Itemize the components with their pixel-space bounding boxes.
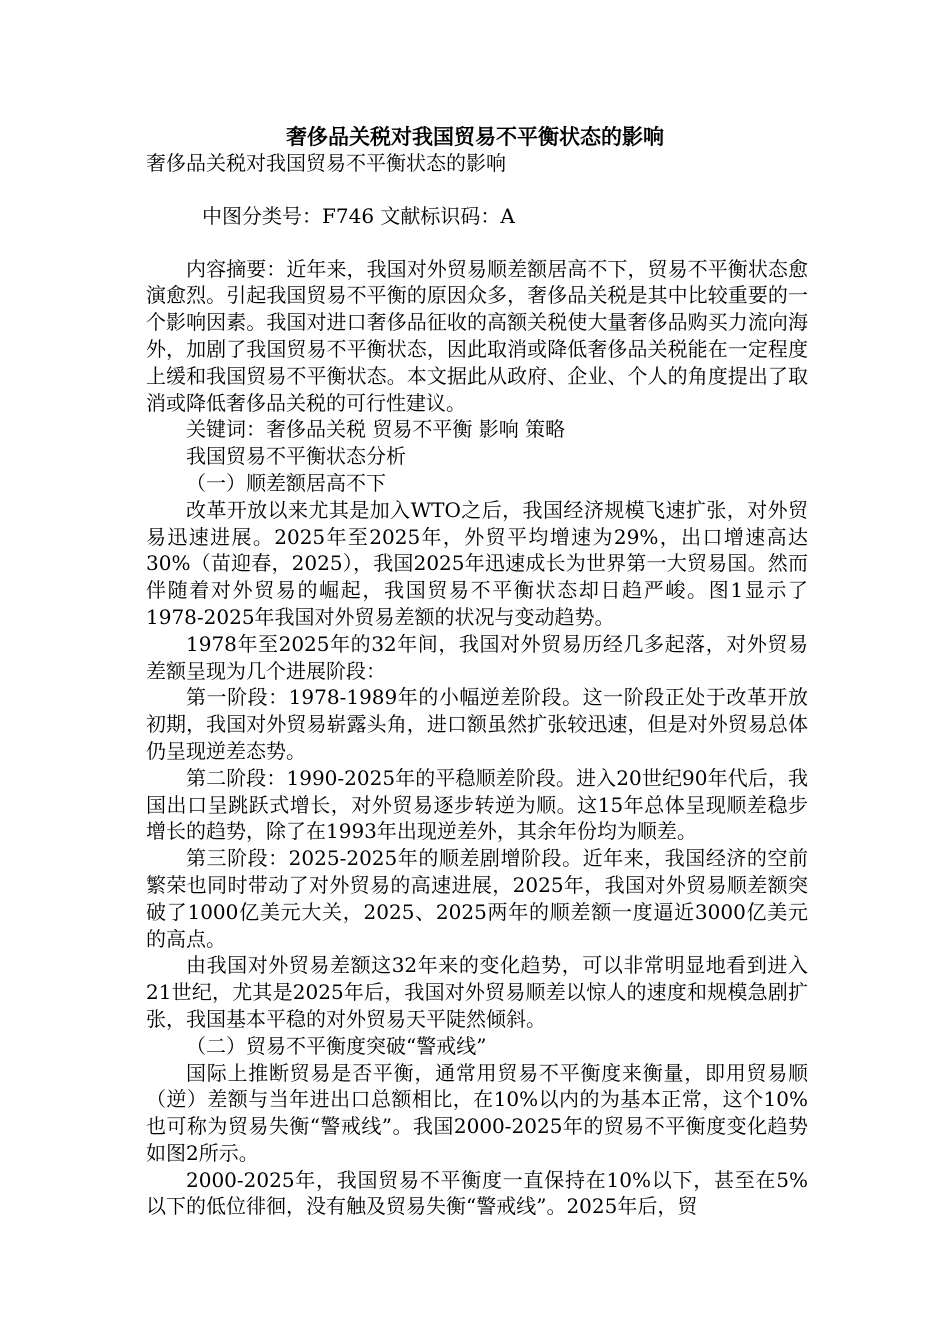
subsection-heading: （二）贸易不平衡度突破“警戒线” [186, 1033, 487, 1058]
spacer [146, 230, 808, 256]
body-paragraph: 国际上推断贸易是否平衡，通常用贸易不平衡度来衡量，即用贸易顺（逆）差额与当年进出口总额相比，在10%以内的为基本正常，这个10%也可称为贸易失衡“警戒线”。我国2000-2025年的贸易不平衡度变化趋势如图2所示。 [146, 1060, 808, 1165]
body-paragraph: 第二阶段：1990-2025年的平稳顺差阶段。进入20世纪90年代后，我国出口呈跳跃式增长，对外贸易逐步转逆为顺。这15年总体呈现顺差稳步增长的趋势，除了在1993年出现逆差外，其余年份均为顺差。 [146, 765, 808, 844]
document-body [146, 150, 808, 1220]
body-paragraph: 改革开放以来尤其是加入WTO之后，我国经济规模飞速扩张，对外贸易迅速进展。2025年至2025年，外贸平均增速为29%，出口增速高达30%（苗迎春，2025），我国2025年迅速成长为世界第一大贸易国。然而伴随着对外贸易的崛起，我国贸易不平衡状态却日趋严峻。图1显示了1978-2025年我国对外贸易差额的状况与变动趋势。 [146, 497, 808, 629]
body-paragraph: 第三阶段：2025-2025年的顺差剧增阶段。近年来，我国经济的空前繁荣也同时带动了对外贸易的高速进展，2025年，我国对外贸易顺差额突破了1000亿美元大关，2025、2025两年的顺差额一度逼近3000亿美元的高点。 [146, 846, 808, 951]
keywords-line: 关键词：奢侈品关税 贸易不平衡 影响 策略 [186, 417, 566, 442]
document-title: 奢侈品关税对我国贸易不平衡状态的影响 [286, 124, 664, 149]
section-heading: 我国贸易不平衡状态分析 [186, 444, 406, 469]
body-paragraph: 1978年至2025年的32年间，我国对外贸易历经几多起落，对外贸易差额呈现为几个进展阶段： [146, 631, 808, 683]
classification-line: 中图分类号：F746 文献标识码：A [202, 203, 515, 228]
abstract-paragraph: 内容摘要：近年来，我国对外贸易顺差额居高不下，贸易不平衡状态愈演愈烈。引起我国贸易不平衡的原因众多，奢侈品关税是其中比较重要的一个影响因素。我国对进口奢侈品征收的高额关税使大量奢侈品购买力流向海外，加剧了我国贸易不平衡状态，因此取消或降低奢侈品关税能在一定程度上缓和我国贸易不平衡状态。本文据此从政府、企业、个人的角度提出了取消或降低奢侈品关税的可行性建议。 [146, 256, 808, 415]
body-paragraph: 由我国对外贸易差额这32年来的变化趋势，可以非常明显地看到进入21世纪，尤其是2025年后，我国对外贸易顺差以惊人的速度和规模急剧扩张，我国基本平稳的对外贸易天平陡然倾斜。 [146, 953, 808, 1031]
document-subtitle: 奢侈品关税对我国贸易不平衡状态的影响 [146, 151, 506, 175]
spacer [146, 177, 808, 203]
body-paragraph: 2000-2025年，我国贸易不平衡度一直保持在10%以下，甚至在5%以下的低位徘徊，没有触及贸易失衡“警戒线”。2025年后，贸 [146, 1167, 808, 1219]
subsection-heading: （一）顺差额居高不下 [186, 470, 386, 495]
body-paragraph: 第一阶段：1978-1989年的小幅逆差阶段。这一阶段正处于改革开放初期，我国对外贸易崭露头角，进口额虽然扩张较迅速，但是对外贸易总体仍呈现逆差态势。 [146, 685, 808, 763]
